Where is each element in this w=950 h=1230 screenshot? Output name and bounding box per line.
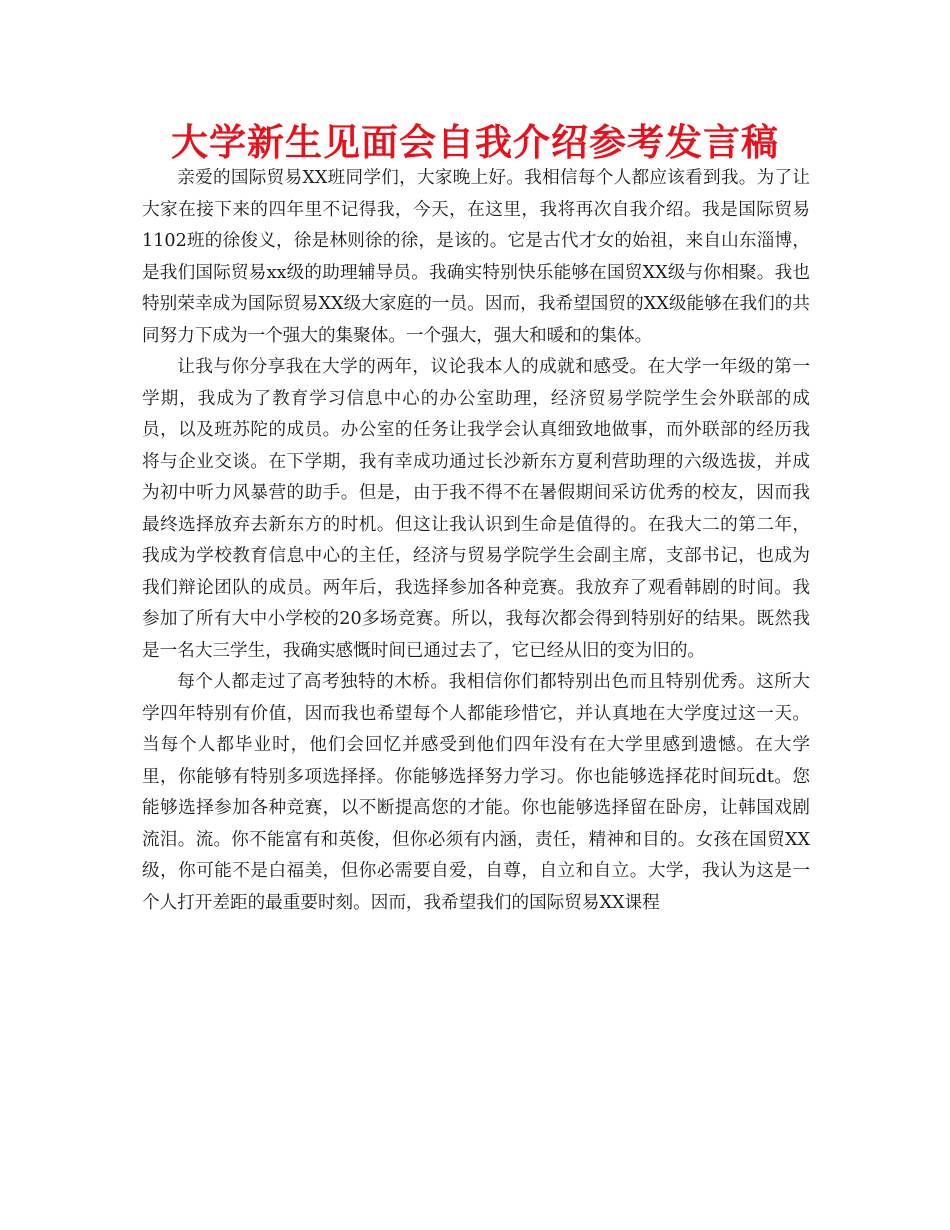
document-body (142, 163, 810, 919)
paragraph-1: 亲爱的国际贸易XX班同学们，大家晚上好。我相信每个人都应该看到我。为了让大家在接下来的四年里不记得我，今天，在这里，我将再次自我介绍。我是国际贸易1102班的徐俊义，徐是林则徐的徐，是该的。它是古代才女的始祖，来自山东淄博，是我们国际贸易xx级的助理辅导员。我确实特别快乐能够在国贸XX级与你相聚。我也特别荣幸成为国际贸易XX级大家庭的一员。因而，我希望国贸的XX级能够在我们的共同努力下成为一个强大的集聚体。一个强大，强大和暖和的集体。 (142, 168, 810, 346)
paragraph-2: 让我与你分享我在大学的两年，议论我本人的成就和感受。在大学一年级的第一学期，我成为了教育学习信息中心的办公室助理，经济贸易学院学生会外联部的成员，以及班苏陀的成员。办公室的任务让我学会认真细致地做事，而外联部的经历我将与企业交谈。在下学期，我有幸成功通过长沙新东方夏利营助理的六级选拔，并成为初中听力风暴营的助手。但是，由于我不得不在暑假期间采访优秀的校友，因而我最终选择放弃去新东方的时机。但这让我认识到生命是值得的。在我大二的第二年，我成为学校教育信息中心的主任，经济与贸易学院学生会副主席，支部书记，也成为我们辩论团队的成员。两年后，我选择参加各种竞赛。我放弃了观看韩剧的时间。我参加了所有大中小学校的20多场竞赛。所以，我每次都会得到特别好的结果。既然我是一名大三学生，我确实感慨时间已通过去了，它已经从旧的变为旧的。 (142, 357, 810, 661)
document-title: 大学新生见面会自我介绍参考发言稿 (171, 121, 779, 164)
paragraph-3: 每个人都走过了高考独特的木桥。我相信你们都特别出色而且特别优秀。这所大学四年特别有价值，因而我也希望每个人都能珍惜它，并认真地在大学度过这一天。当每个人都毕业时，他们会回忆并感受到他们四年没有在大学里感到遗憾。在大学里，你能够有特别多项选择择。你能够选择努力学习。你也能够选择花时间玩dt。您能够选择参加各种竞赛，以不断提高您的才能。你也能够选择留在卧房，让韩国戏剧流泪。流。你不能富有和英俊，但你必须有内涵，责任，精神和目的。女孩在国贸XX级，你可能不是白福美，但你必需要自爱，自尊，自立和自立。大学，我认为这是一个人打开差距的最重要时刻。因而，我希望我们的国际贸易XX课程 (142, 672, 810, 913)
